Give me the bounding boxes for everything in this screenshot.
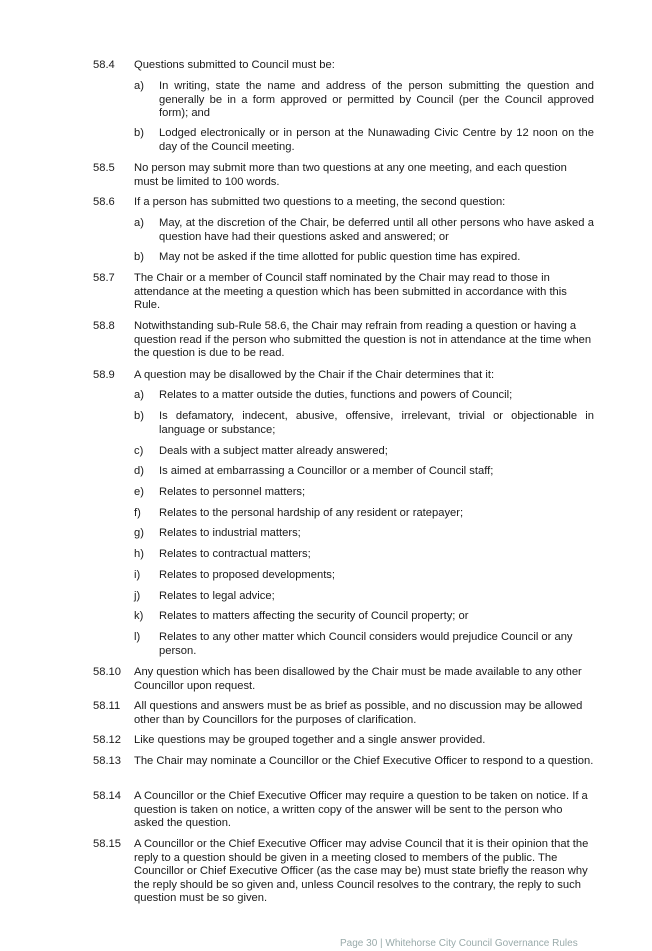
clause-text: Notwithstanding sub-Rule 58.6, the Chair may refrain from reading a question or having a question read if the person who submitted the question is not in attendance at the time when the question is due to be read. [134,320,592,360]
subclause-text: Is aimed at embarrassing a Councillor or a member of Council staff; [159,465,494,477]
clause-text: Questions submitted to Council must be: [134,59,335,71]
clause-text: Like questions may be grouped together and a single answer provided. [134,734,486,746]
subclause-label: g) [134,527,144,539]
clause-number: 58.5 [93,162,115,174]
clause-number: 58.8 [93,320,115,332]
subclause-label: l) [134,631,141,643]
page-footer: Page 30 | Whitehorse City Council Governance Rules [340,938,578,949]
subclause-text: May not be asked if the time allotted for public question time has expired. [159,251,521,263]
subclause-label: d) [134,465,144,477]
subclause-text: May, at the discretion of the Chair, be deferred until all other persons who have asked a question have had their questions asked and answered; or [159,217,594,243]
subclause-text: Relates to a matter outside the duties, functions and powers of Council; [159,389,513,401]
clause-number: 58.12 [93,734,121,746]
clause-text: The Chair may nominate a Councillor or the Chief Executive Officer to respond to a question. [134,755,594,767]
subclause-label: f) [134,507,141,519]
clause-text: No person may submit more than two questions at any one meeting, and each question must be limited to 100 words. [134,162,567,188]
subclause-label: e) [134,486,144,498]
subclause-text: Relates to contractual matters; [159,548,311,560]
subclause-label: h) [134,548,144,560]
subclause-text: Relates to legal advice; [159,590,275,602]
subclause-text: Lodged electronically or in person at the Nunawading Civic Centre by 12 noon on the day of the Council meeting. [159,127,594,153]
subclause-label: b) [134,127,144,139]
clause-text: A Councillor or the Chief Executive Officer may require a question to be taken on notice. If a question is taken on notice, a written copy of the answer will be sent to the person who asked the question. [134,790,588,830]
clause-number: 58.14 [93,790,121,802]
clause-number: 58.15 [93,838,121,850]
subclause-label: b) [134,410,144,422]
clause-text: All questions and answers must be as brief as possible, and no discussion may be allowed other than by Councillors for the purposes of clarification. [134,700,583,726]
clause-text: A Councillor or the Chief Executive Officer may advise Council that it is their opinion that the reply to a question should be given in a meeting closed to members of the public. The Councillor or Chief Executive Officer (as the case may be) must state briefly the reason why the reply should be so given and, unless Council resolves to the contrary, the reply to such question must be so given. [134,838,589,905]
subclause-text: Is defamatory, indecent, abusive, offensive, irrelevant, trivial or objectionable in language or substance; [159,410,594,436]
subclause-label: a) [134,389,144,401]
subclause-text: Relates to the personal hardship of any resident or ratepayer; [159,507,464,519]
subclause-text: Relates to industrial matters; [159,527,301,539]
subclause-text: Relates to proposed developments; [159,569,336,581]
clause-number: 58.4 [93,59,115,71]
subclause-text: Relates to matters affecting the security of Council property; or [159,610,469,622]
subclause-text: Relates to any other matter which Council considers would prejudice Council or any person. [159,631,573,657]
clause-number: 58.11 [93,700,121,712]
subclause-label: k) [134,610,144,622]
clause-number: 58.6 [93,196,115,208]
clause-number: 58.9 [93,369,115,381]
clause-text: If a person has submitted two questions to a meeting, the second question: [134,196,506,208]
clause-text: The Chair or a member of Council staff nominated by the Chair may read to those in attendance at the meeting a question which has been submitted in accordance with this Rule. [134,272,567,312]
subclause-label: a) [134,80,144,92]
subclause-label: b) [134,251,144,263]
subclause-label: i) [134,569,141,581]
clause-number: 58.7 [93,272,115,284]
subclause-text: Deals with a subject matter already answered; [159,445,388,457]
clause-number: 58.10 [93,666,121,678]
subclause-label: j) [134,590,141,602]
clause-text: A question may be disallowed by the Chair if the Chair determines that it: [134,369,495,381]
subclause-label: a) [134,217,144,229]
subclause-label: c) [134,445,144,457]
subclause-text: In writing, state the name and address of the person submitting the question and generally be in a form approved or permitted by Council (per the Council approved form); and [159,80,594,120]
subclause-text: Relates to personnel matters; [159,486,306,498]
clause-number: 58.13 [93,755,121,767]
clause-text: Any question which has been disallowed by the Chair must be made available to any other Councillor upon request. [134,666,582,692]
